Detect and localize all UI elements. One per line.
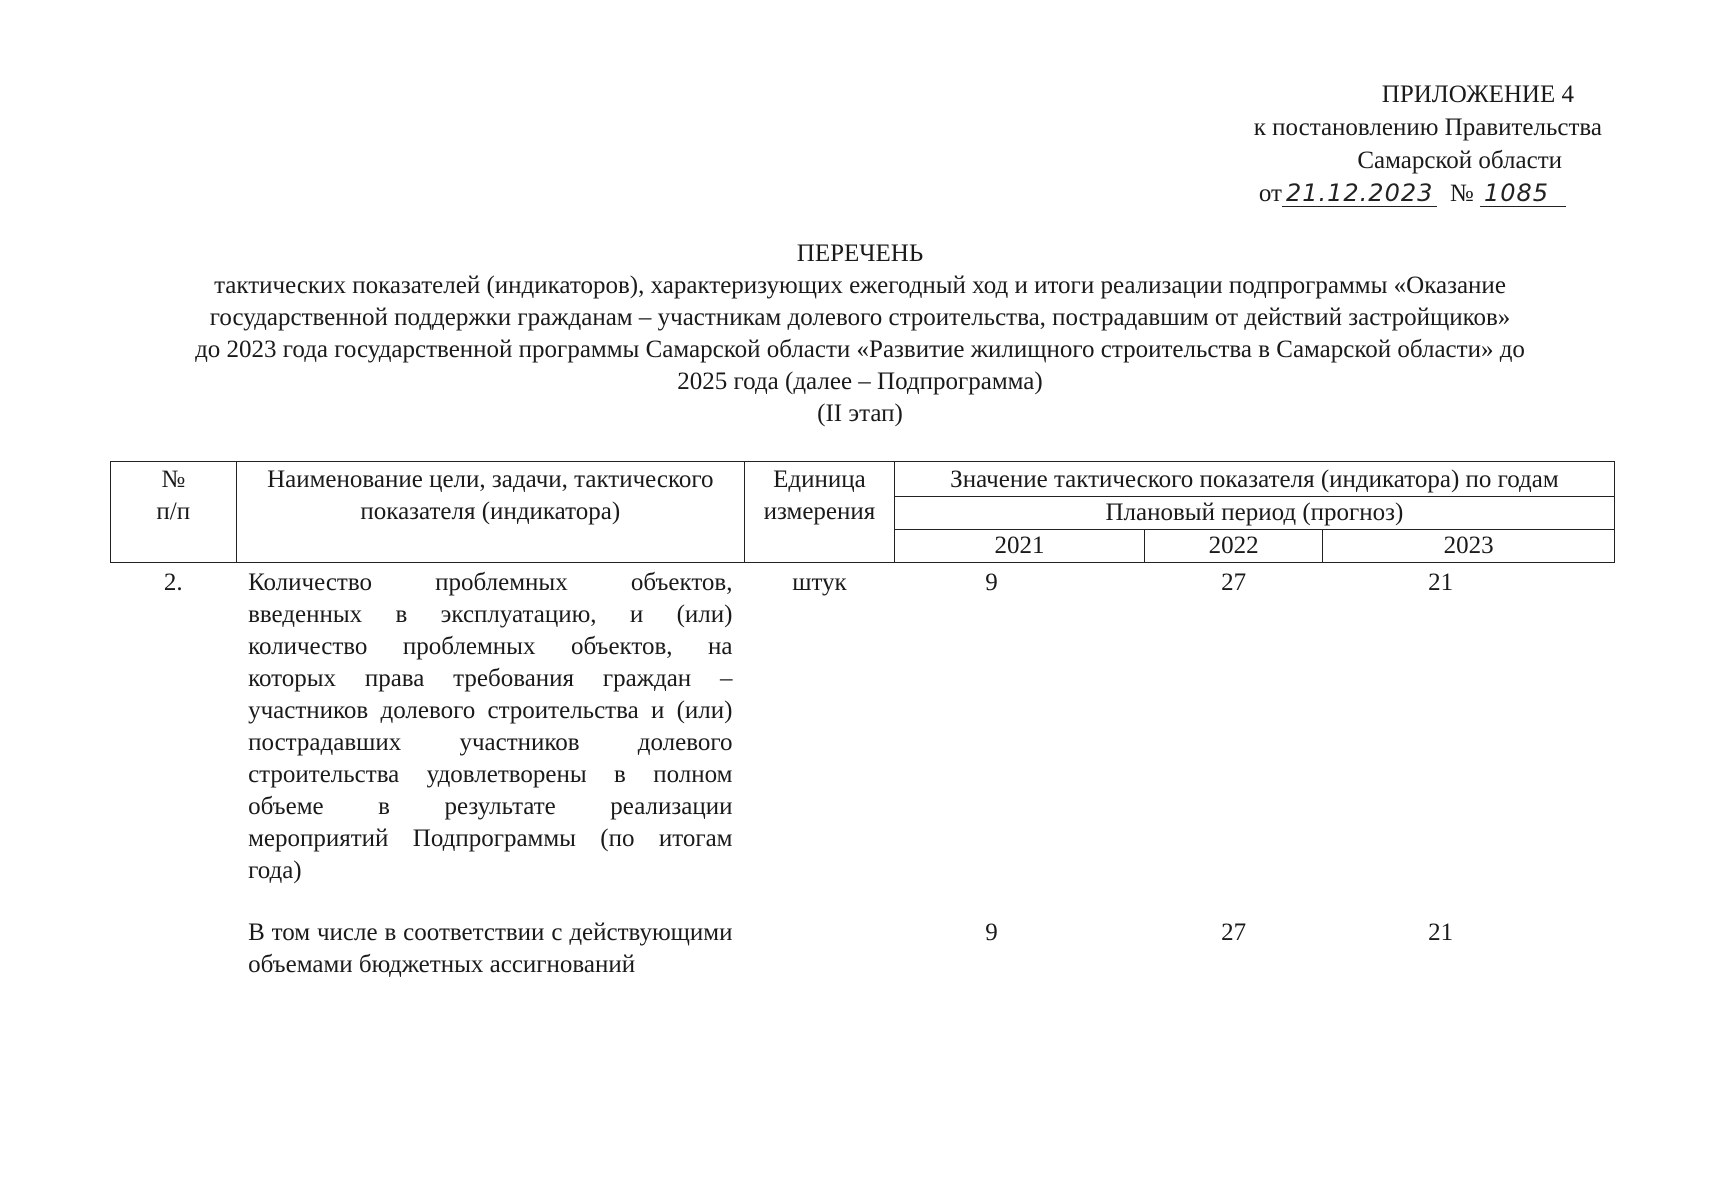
header-number-sign: №: [161, 466, 186, 493]
indicator-unit: штук: [792, 569, 847, 596]
header-values-group: Значение тактического показателя (индикатора) по годам: [894, 462, 1614, 497]
handwritten-number: 1085: [1480, 180, 1566, 207]
document-heading: ПЕРЕЧЕНЬ: [796, 240, 924, 267]
date-prefix: от: [1258, 180, 1282, 207]
header-year-2022: 2022: [1145, 530, 1323, 563]
indicator-name: В том числе в соответствии с действующими объемами бюджетных ассигнований: [248, 919, 733, 978]
header-year-2023: 2023: [1323, 530, 1615, 563]
value-2023: 21: [1428, 569, 1454, 596]
value-2022: 27: [1221, 919, 1247, 946]
table-row: [111, 887, 1615, 981]
header-year-2021: 2021: [894, 530, 1144, 563]
handwritten-date: 21.12.2023: [1282, 180, 1437, 207]
document-title-block: [0, 238, 1720, 430]
header-row-number: [111, 462, 237, 563]
value-2022: 27: [1221, 569, 1247, 596]
value-2023: 21: [1428, 919, 1454, 946]
header-number-abbr: п/п: [156, 498, 191, 525]
header-unit: Единица измерения: [745, 462, 895, 563]
header-planned-period: Плановый период (прогноз): [894, 497, 1614, 530]
value-2021: 9: [985, 919, 998, 946]
indicator-unit: [745, 887, 895, 981]
appendix-title: ПРИЛОЖЕНИЕ 4: [1381, 81, 1574, 108]
table-row: [111, 563, 1615, 888]
document-description: тактических показателей (индикаторов), характеризующих ежегодный ход и итоги реализации подпрограммы «Оказание государственной поддержки гражданам – участникам долевого строительства, пострадавшим от действий застройщиков» до 2023 года государственной программы Самарской области «Развитие жилищного строительства в Самарской области» до 2025 года (далее – Подпрограмма): [195, 272, 1525, 395]
indicators-table: [110, 461, 1615, 981]
value-2021: 9: [985, 569, 998, 596]
number-prefix: №: [1449, 180, 1474, 207]
document-stage: (II этап): [817, 400, 903, 427]
appendix-block: [1182, 78, 1602, 210]
row-number: [111, 887, 237, 981]
appendix-reference: [1182, 177, 1602, 210]
appendix-decree-line: к постановлению Правительства: [1253, 114, 1602, 141]
appendix-region-line: Самарской области: [1357, 147, 1562, 174]
row-number: 2.: [163, 569, 183, 596]
header-indicator-name: Наименование цели, задачи, тактического показателя (индикатора): [236, 462, 744, 563]
indicator-name: Количество проблемных объектов, введенных в эксплуатацию, и (или) количество проблемных объектов, на которых права требования граждан – участников долевого строительства и (или) пострадавших участников долевого строительства удовлетворены в полном объеме в результате реализации мероприятий Подпрограммы (по итогам года): [248, 569, 733, 884]
